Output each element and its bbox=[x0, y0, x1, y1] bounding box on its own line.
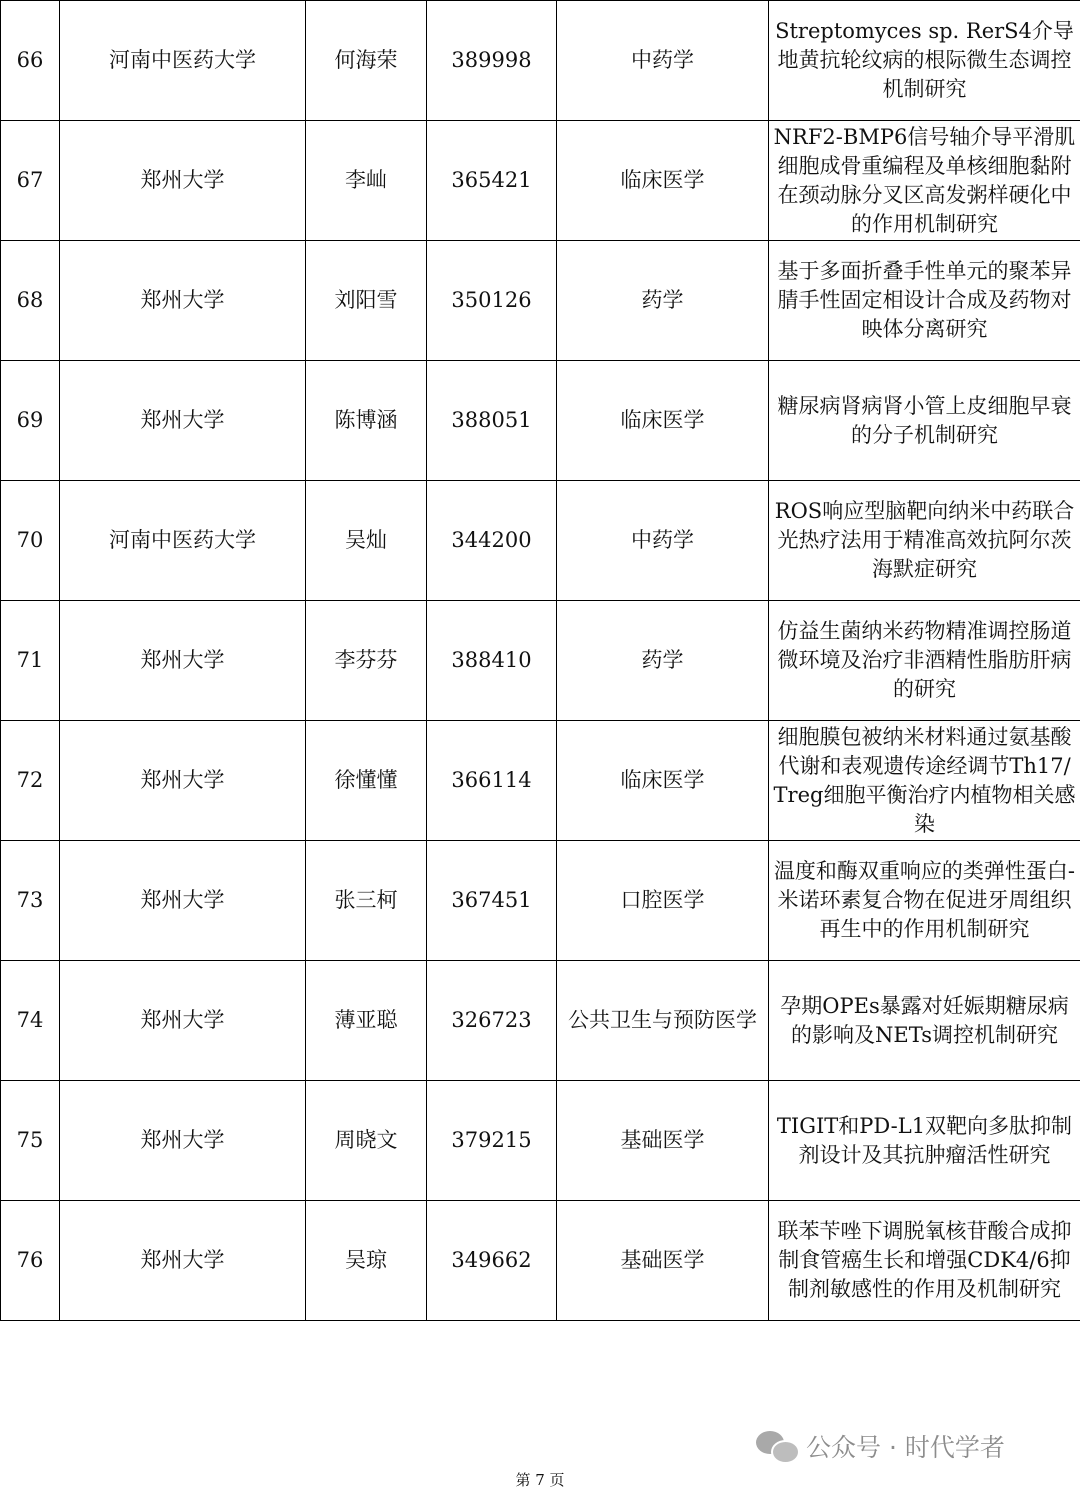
field-cell: 基础医学 bbox=[557, 1081, 769, 1201]
id-cell: 388410 bbox=[427, 601, 557, 721]
name-cell: 陈博涵 bbox=[306, 361, 427, 481]
title-cell: 仿益生菌纳米药物精准调控肠道微环境及治疗非酒精性脂肪肝病的研究 bbox=[769, 601, 1080, 721]
field-cell: 药学 bbox=[557, 241, 769, 361]
school-cell: 郑州大学 bbox=[60, 601, 306, 721]
table-row bbox=[1, 121, 1080, 241]
id-cell: 388051 bbox=[427, 361, 557, 481]
row-number: 70 bbox=[1, 481, 60, 601]
field-cell: 中药学 bbox=[557, 481, 769, 601]
school-cell: 郑州大学 bbox=[60, 241, 306, 361]
school-cell: 郑州大学 bbox=[60, 841, 306, 961]
title-cell: 联苯苄唑下调脱氧核苷酸合成抑制食管癌生长和增强CDK4/6抑制剂敏感性的作用及机制研究 bbox=[769, 1201, 1080, 1321]
name-cell: 何海荣 bbox=[306, 1, 427, 121]
field-cell: 临床医学 bbox=[557, 121, 769, 241]
table-row bbox=[1, 721, 1080, 841]
title-cell: NRF2-BMP6信号轴介导平滑肌细胞成骨重编程及单核细胞黏附在颈动脉分叉区高发粥样硬化中的作用机制研究 bbox=[769, 121, 1080, 241]
row-number: 68 bbox=[1, 241, 60, 361]
name-cell: 徐懂懂 bbox=[306, 721, 427, 841]
name-cell: 吴灿 bbox=[306, 481, 427, 601]
title-cell: 基于多面折叠手性单元的聚苯异腈手性固定相设计合成及药物对映体分离研究 bbox=[769, 241, 1080, 361]
school-cell: 郑州大学 bbox=[60, 361, 306, 481]
title-cell: ROS响应型脑靶向纳米中药联合光热疗法用于精准高效抗阿尔茨海默症研究 bbox=[769, 481, 1080, 601]
page-number: 第 7 页 bbox=[515, 1471, 565, 1489]
table-row bbox=[1, 961, 1080, 1081]
title-cell: 细胞膜包被纳米材料通过氨基酸代谢和表观遗传途经调节Th17/Treg细胞平衡治疗内植物相关感染 bbox=[769, 721, 1080, 841]
watermark-text: 公众号 · 时代学者 bbox=[806, 1433, 1005, 1462]
table-row bbox=[1, 241, 1080, 361]
title-cell: TIGIT和PD-L1双靶向多肽抑制剂设计及其抗肿瘤活性研究 bbox=[769, 1081, 1080, 1201]
table-row bbox=[1, 841, 1080, 961]
name-cell: 李屾 bbox=[306, 121, 427, 241]
school-cell: 河南中医药大学 bbox=[60, 1, 306, 121]
name-cell: 周晓文 bbox=[306, 1081, 427, 1201]
row-number: 71 bbox=[1, 601, 60, 721]
school-cell: 郑州大学 bbox=[60, 121, 306, 241]
field-cell: 临床医学 bbox=[557, 721, 769, 841]
title-cell: 孕期OPEs暴露对妊娠期糖尿病的影响及NETs调控机制研究 bbox=[769, 961, 1080, 1081]
id-cell: 326723 bbox=[427, 961, 557, 1081]
table-row bbox=[1, 481, 1080, 601]
school-cell: 郑州大学 bbox=[60, 721, 306, 841]
id-cell: 365421 bbox=[427, 121, 557, 241]
row-number: 66 bbox=[1, 1, 60, 121]
table-row bbox=[1, 601, 1080, 721]
table-row bbox=[1, 361, 1080, 481]
row-number: 73 bbox=[1, 841, 60, 961]
field-cell: 口腔医学 bbox=[557, 841, 769, 961]
table-row bbox=[1, 1, 1080, 121]
name-cell: 薄亚聪 bbox=[306, 961, 427, 1081]
row-number: 72 bbox=[1, 721, 60, 841]
watermark bbox=[756, 1426, 1005, 1466]
school-cell: 郑州大学 bbox=[60, 961, 306, 1081]
title-cell: 温度和酶双重响应的类弹性蛋白-米诺环素复合物在促进牙周组织再生中的作用机制研究 bbox=[769, 841, 1080, 961]
field-cell: 中药学 bbox=[557, 1, 769, 121]
id-cell: 379215 bbox=[427, 1081, 557, 1201]
field-cell: 基础医学 bbox=[557, 1201, 769, 1321]
id-cell: 349662 bbox=[427, 1201, 557, 1321]
school-cell: 河南中医药大学 bbox=[60, 481, 306, 601]
name-cell: 李芬芬 bbox=[306, 601, 427, 721]
row-number: 74 bbox=[1, 961, 60, 1081]
row-number: 75 bbox=[1, 1081, 60, 1201]
field-cell: 临床医学 bbox=[557, 361, 769, 481]
id-cell: 350126 bbox=[427, 241, 557, 361]
id-cell: 389998 bbox=[427, 1, 557, 121]
school-cell: 郑州大学 bbox=[60, 1201, 306, 1321]
field-cell: 公共卫生与预防医学 bbox=[557, 961, 769, 1081]
wechat-icon bbox=[756, 1429, 798, 1463]
row-number: 67 bbox=[1, 121, 60, 241]
field-cell: 药学 bbox=[557, 601, 769, 721]
row-number: 69 bbox=[1, 361, 60, 481]
id-cell: 367451 bbox=[427, 841, 557, 961]
title-cell: 糖尿病肾病肾小管上皮细胞早衰的分子机制研究 bbox=[769, 361, 1080, 481]
row-number: 76 bbox=[1, 1201, 60, 1321]
name-cell: 张三柯 bbox=[306, 841, 427, 961]
table-row bbox=[1, 1081, 1080, 1201]
title-cell: Streptomyces sp. RerS4介导地黄抗轮纹病的根际微生态调控机制研究 bbox=[769, 1, 1080, 121]
table-row bbox=[1, 1201, 1080, 1321]
name-cell: 吴琼 bbox=[306, 1201, 427, 1321]
name-cell: 刘阳雪 bbox=[306, 241, 427, 361]
id-cell: 366114 bbox=[427, 721, 557, 841]
id-cell: 344200 bbox=[427, 481, 557, 601]
school-cell: 郑州大学 bbox=[60, 1081, 306, 1201]
